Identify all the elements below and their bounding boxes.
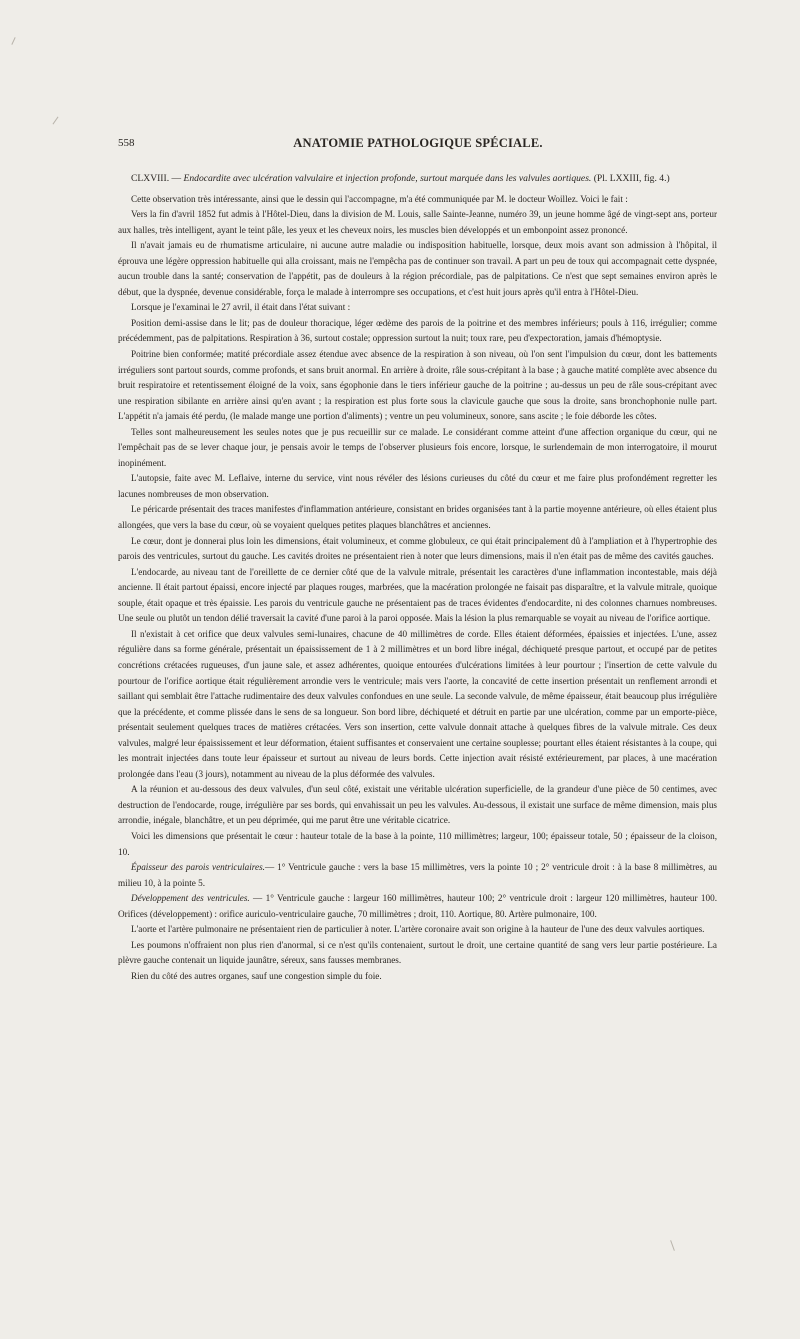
page-number: 558 <box>118 137 135 149</box>
paragraph: Voici les dimensions que présentait le cœur : hauteur totale de la base à la pointe, 110 millimètres; largeur, 100; épaisseur totale, 50 ; épaisseur de la cloison, 10. <box>118 830 717 857</box>
case-article <box>118 171 717 984</box>
case-number: CLXVIII. <box>131 173 170 184</box>
scan-mark <box>11 37 15 45</box>
dimension-label: Développement des ventricules. <box>131 893 250 904</box>
paragraph: Position demi-assise dans le lit; pas de douleur thoracique, léger œdème des parois de la poitrine et des membres inférieurs; pouls à 116, irrégulier; comme précédemment, pas de palpitations. Respiration à 36, surtout costale; oppression surtout la nuit; toux rare, peu d'expectoration, jamais d'hémoptysie. <box>118 317 717 344</box>
paragraph: L'endocarde, au niveau tant de l'oreillette de ce dernier côté que de la valvule mitrale, présentait les caractères d'une inflammation incontestable, mais déjà ancienne. Il était partout épaissi, encore injecté par plaques rouges, marbrées, que la macération prolongée ne faisait pas disparaître, et la valvule mitrale, quoique souple, était opaque et très épaissie. Les parois du ventricule gauche ne présentaient pas de traces évidentes d'endocardite, ni des colonnes charnues nombreuses. Une seule ou plutôt un tendon délié traversait la cavité d'une paroi à la paroi opposée. Mais la lésion la plus remarquable se voyait au niveau de l'orifice aortique. <box>118 566 717 624</box>
running-title: ANATOMIE PATHOLOGIQUE SPÉCIALE. <box>293 136 543 150</box>
paragraph: A la réunion et au-dessous des deux valvules, d'un seul côté, existait une véritable ulcération superficielle, de la grandeur d'une pièce de 50 centimes, avec destruction de l'endocarde, rouge, irrégulière par ses bords, qui envahissait un peu les valvules. Au-dessous, il existait une surface de même dimension, mais plus arrondie, inégale, blanchâtre, et un peu déprimée, qui me parut être une véritable cicatrice. <box>118 784 717 826</box>
paragraph: Le cœur, dont je donnerai plus loin les dimensions, était volumineux, et comme globuleux, ce qui était principalement dû à l'ampliation et à l'hypertrophie des parois des ventricules, surtout du gauche. Les cavités droites ne présentaient rien à noter que leurs dimensions, mais il n'en était pas de même des cavités gauches. <box>118 535 717 562</box>
case-dash: — <box>169 173 184 184</box>
dimension-text: — 1° Ventricule gauche : vers la base 15 millimètres, vers la pointe 10 ; 2° ventricule droit : à la base 8 millimètres, au milieu 10, à la pointe 5. <box>118 862 717 888</box>
paragraph: L'aorte et l'artère pulmonaire ne présentaient rien de particulier à noter. L'artère coronaire avait son origine à la hauteur de l'une des deux valvules aortiques. <box>131 924 705 935</box>
case-title: Endocardite avec ulcération valvulaire et injection profonde, surtout marquée dans les valvules aortiques. <box>183 173 592 184</box>
dimension-label: Épaisseur des parois ventriculaires. <box>131 862 265 873</box>
paragraph: Les poumons n'offraient non plus rien d'anormal, si ce n'est qu'ils contenaient, surtout le droit, une certaine quantité de sang vers leur partie postérieure. La plèvre gauche contenait un liquide jaunâtre, séreux, sans fausses membranes. <box>118 939 717 966</box>
scan-mark <box>53 117 59 125</box>
page-header <box>118 137 718 153</box>
scan-mark <box>670 1240 675 1251</box>
dimension-paragraph <box>118 860 717 891</box>
case-reference: (Pl. LXXIII, fig. 4.) <box>591 173 670 184</box>
paragraph: L'autopsie, faite avec M. Leflaive, interne du service, vint nous révéler des lésions curieuses du côté du cœur et me faire plus profondément regretter les lacunes nombreuses de mon observation. <box>118 473 717 499</box>
paragraph: Cette observation très intéressante, ainsi que le dessin qui l'accompagne, m'a été communiquée par M. le docteur Woillez. Voici le fait : <box>131 193 628 204</box>
paragraph: Il n'existait à cet orifice que deux valvules semi-lunaires, chacune de 40 millimètres de corde. Elles étaient déformées, épaissies et injectées. L'une, assez régulière dans sa forme générale, présentait un épaississement de 1 à 2 millimètres et un bord libre inégal, déchiqueté presque partout, et occupé par de petites concrétions crétacées rugueuses, d'un jaune sale, et assez adhérentes, quoique entourées d'ulcérations limitées à leur pourtour ; l'insertion de cette valvule du pourtour de l'orifice aortique était régulièrement arrondie vers le ventricule; mais vers l'aorte, la concavité de cette insertion présentait un renflement arrondi et saillant qui semblait être l'attache rudimentaire des deux valvules confondues en une seule. La seconde valvule, de même épaisseur, était beaucoup plus irrégulière que la précédente, et comme plissée dans le sens de sa longueur. Son bord libre, déchiqueté et détruit en partie par une ulcération, comme par un emporte-pièce, présentait seulement quelques traces de matières crétacées. Vers son insertion, cette valvule donnait attache à quelques fibres de la valvule mitrale. Ces deux valvules, malgré leur épaississement et leur déformation, étaient suffisantes et conservaient une certaine souplesse; pourtant elles étaient résistantes à la coupe, qui les montrait injectées dans toute leur épaisseur et surtout au niveau de leurs bords. Cette injection avait résisté extérieurement, par places, à une macération prolongée dans l'eau (3 jours), notamment au niveau de la plus déformée des valvules. <box>118 628 717 779</box>
paragraph: Poitrine bien conformée; matité précordiale assez étendue avec absence de la respiration à son niveau, où l'on sent l'impulsion du cœur, dont les battements irréguliers sont partout sourds, comme profonds, et sans bruit anormal. En arrière à droite, râle sous-crépitant à la base ; à gauche matité complète avec absence du bruit respiratoire et retentissement éloigné de la voix, sans égophonie dans le tiers inférieur gauche de la poitrine ; au-dessus un peu de râle sous-crépitant avec une respiration sibilante en arrière ainsi qu'en avant ; la respiration est plus forte sous la clavicule gauche que sous la droite, sans bronchophonie nulle part. L'appétit n'a jamais été perdu, (le malade mange une portion d'aliments) ; ventre un peu volumineux, sonore, sans ascite ; le foie déborde les côtes. <box>118 349 717 422</box>
dimension-paragraph <box>118 891 717 922</box>
paragraph: Telles sont malheureusement les seules notes que je pus recueillir sur ce malade. Le considérant comme atteint d'une affection organique du cœur, qui ne l'empêchait pas de se lever chaque jour, je pensais avoir le temps de l'observer plusieurs fois encore, lorsque, le surlendemain de mon interrogatoire, il mourut inopinément. <box>118 426 717 468</box>
paragraph: Vers la fin d'avril 1852 fut admis à l'Hôtel-Dieu, dans la division de M. Louis, salle Sainte-Jeanne, numéro 39, un jeune homme âgé de vingt-sept ans, porteur aux halles, très intelligent, ayant le teint pâle, les yeux et les cheveux noirs, les muscles bien développés et un embonpoint assez prononcé. <box>118 209 717 235</box>
case-heading <box>118 171 717 187</box>
paragraph: Rien du côté des autres organes, sauf une congestion simple du foie. <box>131 970 382 981</box>
dimension-text: — 1° Ventricule gauche : largeur 160 millimètres, hauteur 100; 2° ventricule droit : largeur 120 millimètres, hauteur 100. Orifices (développement) : orifice auriculo-ventriculaire gauche, 70 millimètres ; droit, 110. Aortique, 80. Artère pulmonaire, 100. <box>118 893 717 919</box>
paragraph: Il n'avait jamais eu de rhumatisme articulaire, ni aucune autre maladie ou indisposition habituelle, lorsque, deux mois avant son admission à l'hôpital, il éprouva une légère oppression habituelle qui alla croissant, mais ne l'empêcha pas de continuer son travail. A part un peu de toux qui accompagnait cette dyspnée, aucun trouble dans la santé; conservation de l'appétit, pas de douleurs à la région précordiale, pas de palpitations. Ce n'est que sept semaines environ après le début, que la dyspnée, devenue considérable, força le malade à interrompre ses occupations, et c'est huit jours après qu'il entra à l'Hôtel-Dieu. <box>118 240 717 297</box>
paragraph: Lorsque je l'examinai le 27 avril, il était dans l'état suivant : <box>131 302 351 313</box>
paragraph: Le péricarde présentait des traces manifestes d'inflammation antérieure, consistant en brides organisées tant à la partie moyenne antérieure, où elles étaient plus allongées, que vers la base du cœur, où se voyaient quelques petites plaques blanchâtres et anciennes. <box>118 504 717 531</box>
